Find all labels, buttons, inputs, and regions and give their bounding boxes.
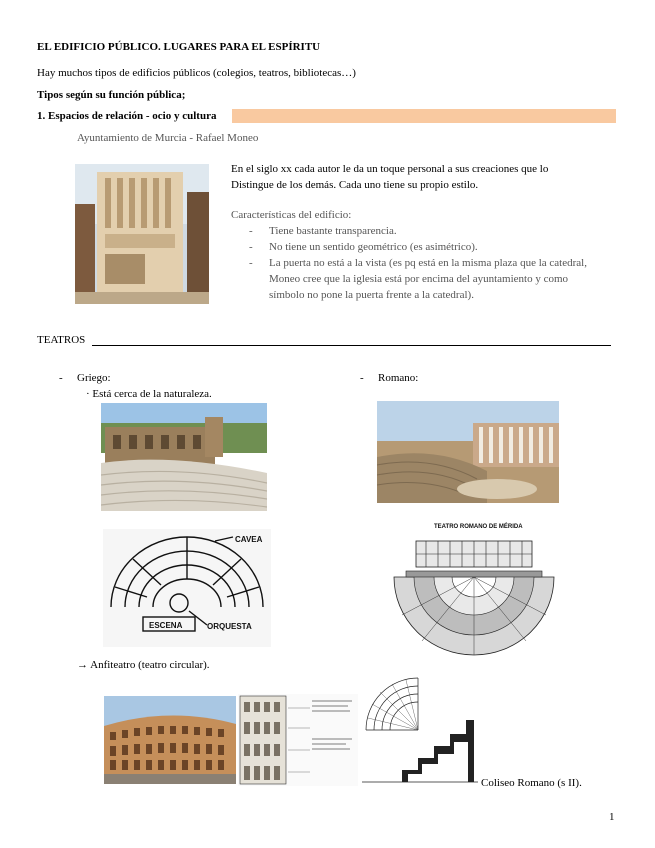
features-heading: Características del edificio: (231, 209, 352, 221)
greek-theatre-photo (101, 403, 267, 511)
paragraph-line-1: En el siglo xx cada autor le da un toque personal a sus creaciones que lo (231, 163, 549, 175)
colosseum-section-diagram (362, 674, 478, 786)
feature-dash-1: - (249, 225, 253, 237)
merida-theatre-diagram (376, 519, 574, 667)
romano-dash: - (360, 372, 364, 384)
teatros-underline (92, 345, 611, 346)
greek-theatre-diagram (103, 529, 271, 647)
griego-dash: - (59, 372, 63, 384)
feature-item-1: Tiene bastante transparencia. (269, 225, 397, 237)
colosseum-elevation-diagram (238, 694, 358, 786)
romano-label: Romano: (378, 372, 419, 384)
feature-dash-2: - (249, 241, 253, 253)
paragraph-line-2: Distingue de los demás. Cada uno tiene su propio estilo. (231, 179, 479, 191)
feature-item-2: No tiene un sentido geométrico (es asimétrico). (269, 241, 478, 253)
ayuntamiento-photo (75, 164, 209, 304)
coliseo-caption: Coliseo Romano (s II). (481, 777, 582, 789)
cavea-label: CAVEA (235, 535, 263, 544)
roman-theatre-photo (377, 401, 559, 503)
teatros-heading: TEATROS (37, 334, 86, 346)
types-heading: Tipos según su función pública; (37, 89, 186, 101)
feature-item-3: La puerta no está a la vista (es pq está en la misma plaza que la catedral, (269, 257, 587, 269)
page-title: EL EDIFICIO PÚBLICO. LUGARES PARA EL ESPÍRITU (37, 41, 321, 53)
escena-label: ESCENA (149, 621, 183, 630)
feature-dash-3: - (249, 257, 253, 269)
merida-title: TEATRO ROMANO DE MÉRIDA (434, 524, 523, 530)
colosseum-photo (104, 696, 236, 784)
feature-item-3-cont-2: símbolo no pone la puerta frente a la catedral). (269, 289, 474, 301)
section-highlight (232, 109, 616, 123)
intro-text: Hay muchos tipos de edificios públicos (colegios, teatros, bibliotecas…) (37, 67, 356, 79)
page-number: 1 (609, 811, 615, 823)
feature-item-3-cont-1: Moneo cree que la iglesia está por encima del ayuntamiento y como (269, 273, 569, 285)
anfiteatro-text: → Anfiteatro (teatro circular). (77, 659, 210, 671)
ayuntamiento-caption: Ayuntamiento de Murcia - Rafael Moneo (77, 132, 259, 144)
orquesta-label: ORQUESTA (207, 622, 252, 631)
griego-note: · Está cerca de la naturaleza. (86, 388, 212, 400)
griego-label: Griego: (77, 372, 111, 384)
section-heading: 1. Espacios de relación - ocio y cultura (37, 110, 217, 122)
